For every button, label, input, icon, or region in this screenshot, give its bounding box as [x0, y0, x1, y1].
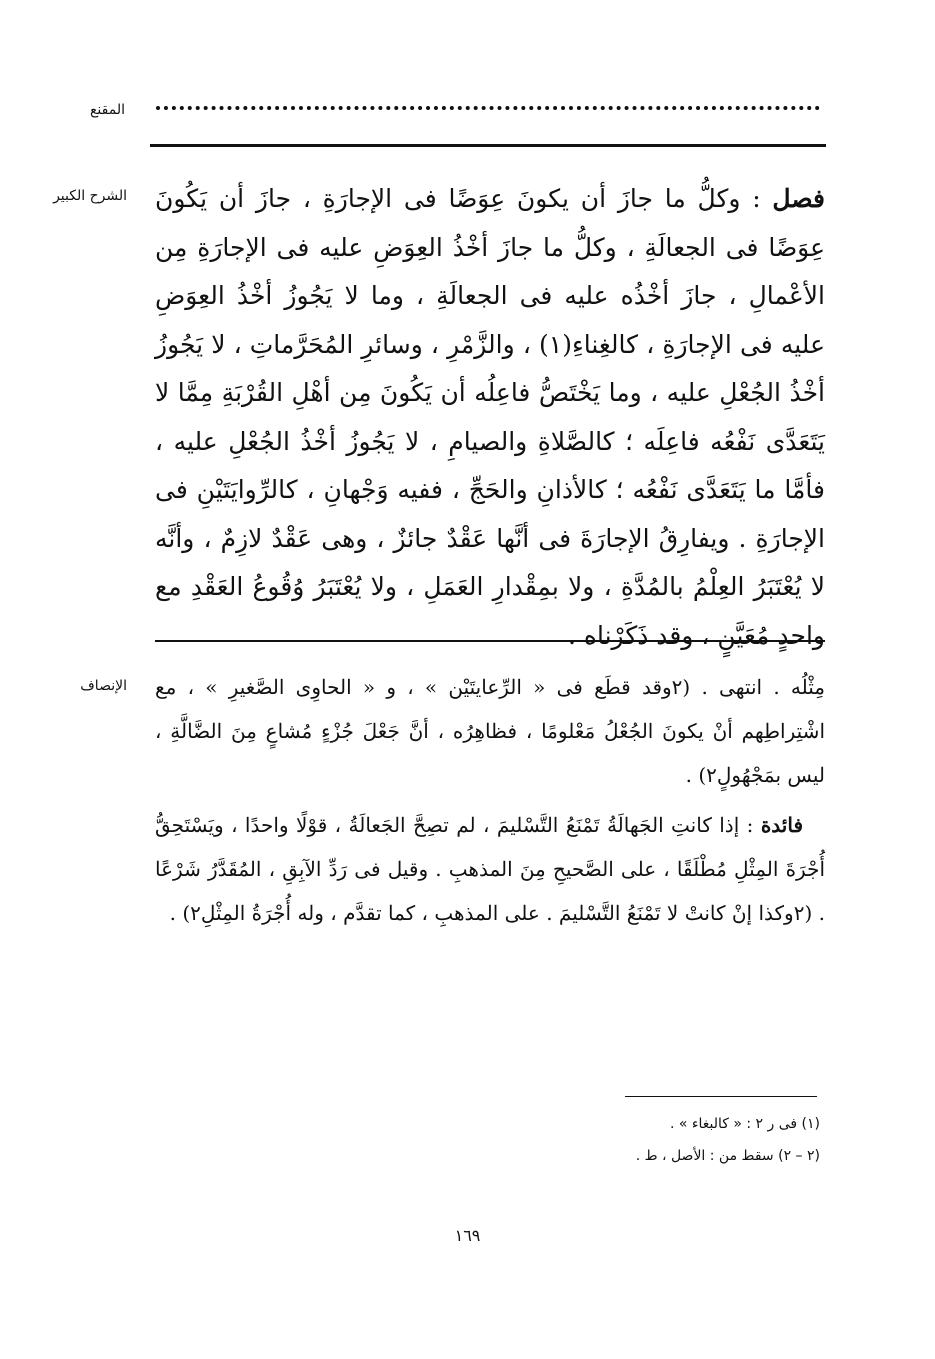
sharh-body: : وكلُّ ما جازَ أن يكونَ عِوَضًا فى الإجارَةِ ، جازَ أن يَكُونَ عِوَضًا فى الجعالَةِ ، وكلُّ ما جازَ أخْذُ العِوَضِ عليه فى الإجارَةِ مِن الأعْمالِ ، جازَ أخْذُه عليه فى الجعالَةِ ، وما لا يَجُوزُ أخْذُ العِوَضِ عليه فى الإجارَةِ ، كالغِناءِ(١) ، والزَّمْرِ ، وسائرِ المُحَرَّماتِ ، لا يَجُوزُ أخْذُ الجُعْلِ عليه ، وما يَخْتَصُّ فاعِلُه أن يَكُونَ مِن أهْلِ القُرْبَةِ مِمَّا لا يَتَعَدَّى نَفْعُه فاعِلَه ؛ كالصَّلاةِ والصيامِ ، لا يَجُوزُ أخْذُ الجُعْلِ عليه ، فأمَّا ما يَتَعَدَّى نَفْعُه ؛ كالأذانِ والحَجِّ ، ففيه وَجْهانِ ، كالرِّوايَتَيْنِ فى الإجارَةِ . ويفارِقُ الإجارَةَ فى أنَّها عَقْدٌ جائزٌ ، وهى عَقْدٌ لازِمٌ ، وأنَّه لا يُعْتَبَرُ العِلْمُ بالمُدَّةِ ، ولا بمِقْدارِ العَمَلِ ، ولا يُعْتَبَرُ وُقُوعُ العَقْدِ مع واحدٍ مُعَيَّنٍ ، وقد ذَكَرْناه .	[155, 184, 825, 650]
section-divider	[155, 640, 825, 642]
page-header	[150, 100, 826, 150]
sharh-text-block	[155, 175, 825, 650]
insaf-paragraph-2	[155, 803, 825, 935]
insaf-paragraph-1: مِثْلُه . انتهى . (٢وقد قطَع فى « الرِّعايتَيْن » ، و « الحاوِى الصَّغيرِ » ، مع اشْتِراطِهم أنْ يكونَ الجُعْلُ مَعْلومًا ، فظاهِرُه ، أنَّ جَعْلَ جُزْءٍ مُشاعٍ مِنَ الضَّالَّةِ ، ليس بمَجْهُولٍ٢) .	[155, 675, 825, 787]
fasl-heading: فصل	[772, 184, 825, 213]
footnote-2: (٢ – ٢) سقط من : الأصل ، ط .	[635, 1148, 820, 1164]
section-label-sharh: الشرح الكبير	[53, 188, 127, 204]
header-dotted-line	[156, 106, 820, 110]
book-title: المقنع	[89, 102, 125, 118]
insaf-text-block	[155, 665, 825, 985]
footnote-1: (١) فى ر ٢ : « كالبغاء » .	[669, 1116, 820, 1132]
faida-heading: فائدة	[760, 813, 804, 837]
header-rule	[150, 144, 826, 147]
faida-body: : إذا كانتِ الجَهالَةُ تَمْنَعُ التَّسْليمَ ، لم تصِحَّ الجَعالَةُ ، قوْلًا واحدًا ، ويَسْتَحِقُّ أُجْرَةَ المِثْلِ مُطْلَقًا ، على الصَّحيحِ مِنَ المذهبِ . وقيل فى رَدِّ الآبِقِ ، المُقَدَّرُ شَرْعًا . (٢وكذا إنْ كانتْ لا تَمْنَعُ التَّسْليمَ . على المذهبِ ، كما تقدَّم ، وله أُجْرَةُ المِثْلِ٢) .	[155, 813, 825, 925]
page-number: ١٦٩	[454, 1226, 481, 1245]
section-label-insaf: الإنصاف	[80, 678, 127, 694]
footnote-rule	[625, 1096, 817, 1097]
footnotes	[420, 1108, 820, 1178]
